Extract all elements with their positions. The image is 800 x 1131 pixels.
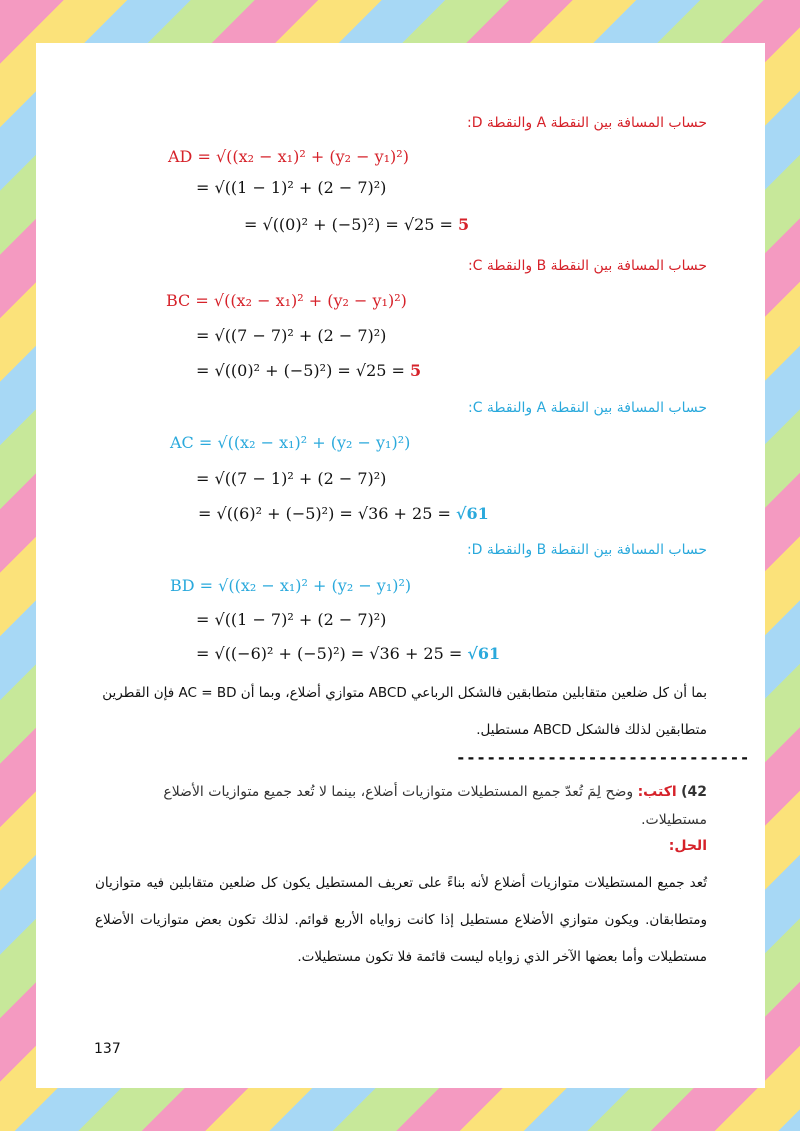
question-write-label: اكتب: xyxy=(637,784,677,800)
simplify-ad xyxy=(244,215,469,234)
heading-ac: حساب المسافة بين النقطة A والنقطة C: xyxy=(467,400,707,416)
formula-bc: BC = √((x₂ − x₁)² + (y₂ − y₁)²) xyxy=(166,291,407,310)
result-ad: 5 xyxy=(458,215,470,234)
result-bc: 5 xyxy=(410,361,422,380)
substitution-ac: = √((7 − 1)² + (2 − 7)²) xyxy=(196,469,387,488)
dashed-divider: ----------------------------- xyxy=(456,748,750,767)
result-bd: √61 xyxy=(467,644,501,663)
question-number: 42) xyxy=(681,784,707,800)
page-sheet xyxy=(36,43,765,1088)
simplify-ac-text: = √((6)² + (−5)²) = √36 + 25 = xyxy=(198,504,451,523)
simplify-ad-text: = √((0)² + (−5)²) = √25 = xyxy=(244,215,453,234)
heading-ad: حساب المسافة بين النقطة A والنقطة D: xyxy=(466,115,707,131)
solution-label: الحل: xyxy=(668,838,707,854)
simplify-bc-text: = √((0)² + (−5)²) = √25 = xyxy=(196,361,405,380)
simplify-bc xyxy=(196,361,421,380)
formula-bd: BD = √((x₂ − x₁)² + (y₂ − y₁)²) xyxy=(170,576,412,595)
question-text: وضح لِمَ تُعدّ جميع المستطيلات متوازيات أضلاع، بينما لا تُعد جميع متوازيات الأضلاع مستطيلات. xyxy=(163,784,707,828)
formula-ac: AC = √((x₂ − x₁)² + (y₂ − y₁)²) xyxy=(170,433,411,452)
conclusion-paragraph xyxy=(95,675,707,749)
heading-bc: حساب المسافة بين النقطة B والنقطة C: xyxy=(467,258,707,274)
solution-paragraph: تُعد جميع المستطيلات متوازيات أضلاع لأنه بناءً على تعريف المستطيل يكون كل ضلعين متقابلين فيه متوازيان ومتطابقان. ويكون متوازي الأضلاع مستطيل إذا كانت زواياه الأربع قوائم. لذلك تكون بعض متوازيات الأضلاع مستطيلات وأما بعضها الآخر الذي زواياه ليست قائمة فلا تكون مستطيلات. xyxy=(95,875,707,965)
heading-bd: حساب المسافة بين النقطة B والنقطة D: xyxy=(466,542,707,558)
substitution-bc: = √((7 − 7)² + (2 − 7)²) xyxy=(196,326,387,345)
conclusion-line-1: بما أن كل ضلعين متقابلين متطابقين فالشكل الرباعي ABCD متوازي أضلاع، وبما أن AC = BD فإن القطرين xyxy=(102,685,707,701)
question-42 xyxy=(95,778,707,834)
conclusion-line-2: متطابقين لذلك فالشكل ABCD مستطيل. xyxy=(476,722,707,738)
simplify-bd-text: = √((−6)² + (−5)²) = √36 + 25 = xyxy=(196,644,463,663)
simplify-bd xyxy=(196,644,500,663)
substitution-bd: = √((1 − 7)² + (2 − 7)²) xyxy=(196,610,387,629)
formula-ad: AD = √((x₂ − x₁)² + (y₂ − y₁)²) xyxy=(168,147,409,166)
simplify-ac xyxy=(198,504,489,523)
page-number: 137 xyxy=(94,1041,121,1057)
substitution-ad: = √((1 − 1)² + (2 − 7)²) xyxy=(196,178,387,197)
result-ac: √61 xyxy=(455,504,489,523)
